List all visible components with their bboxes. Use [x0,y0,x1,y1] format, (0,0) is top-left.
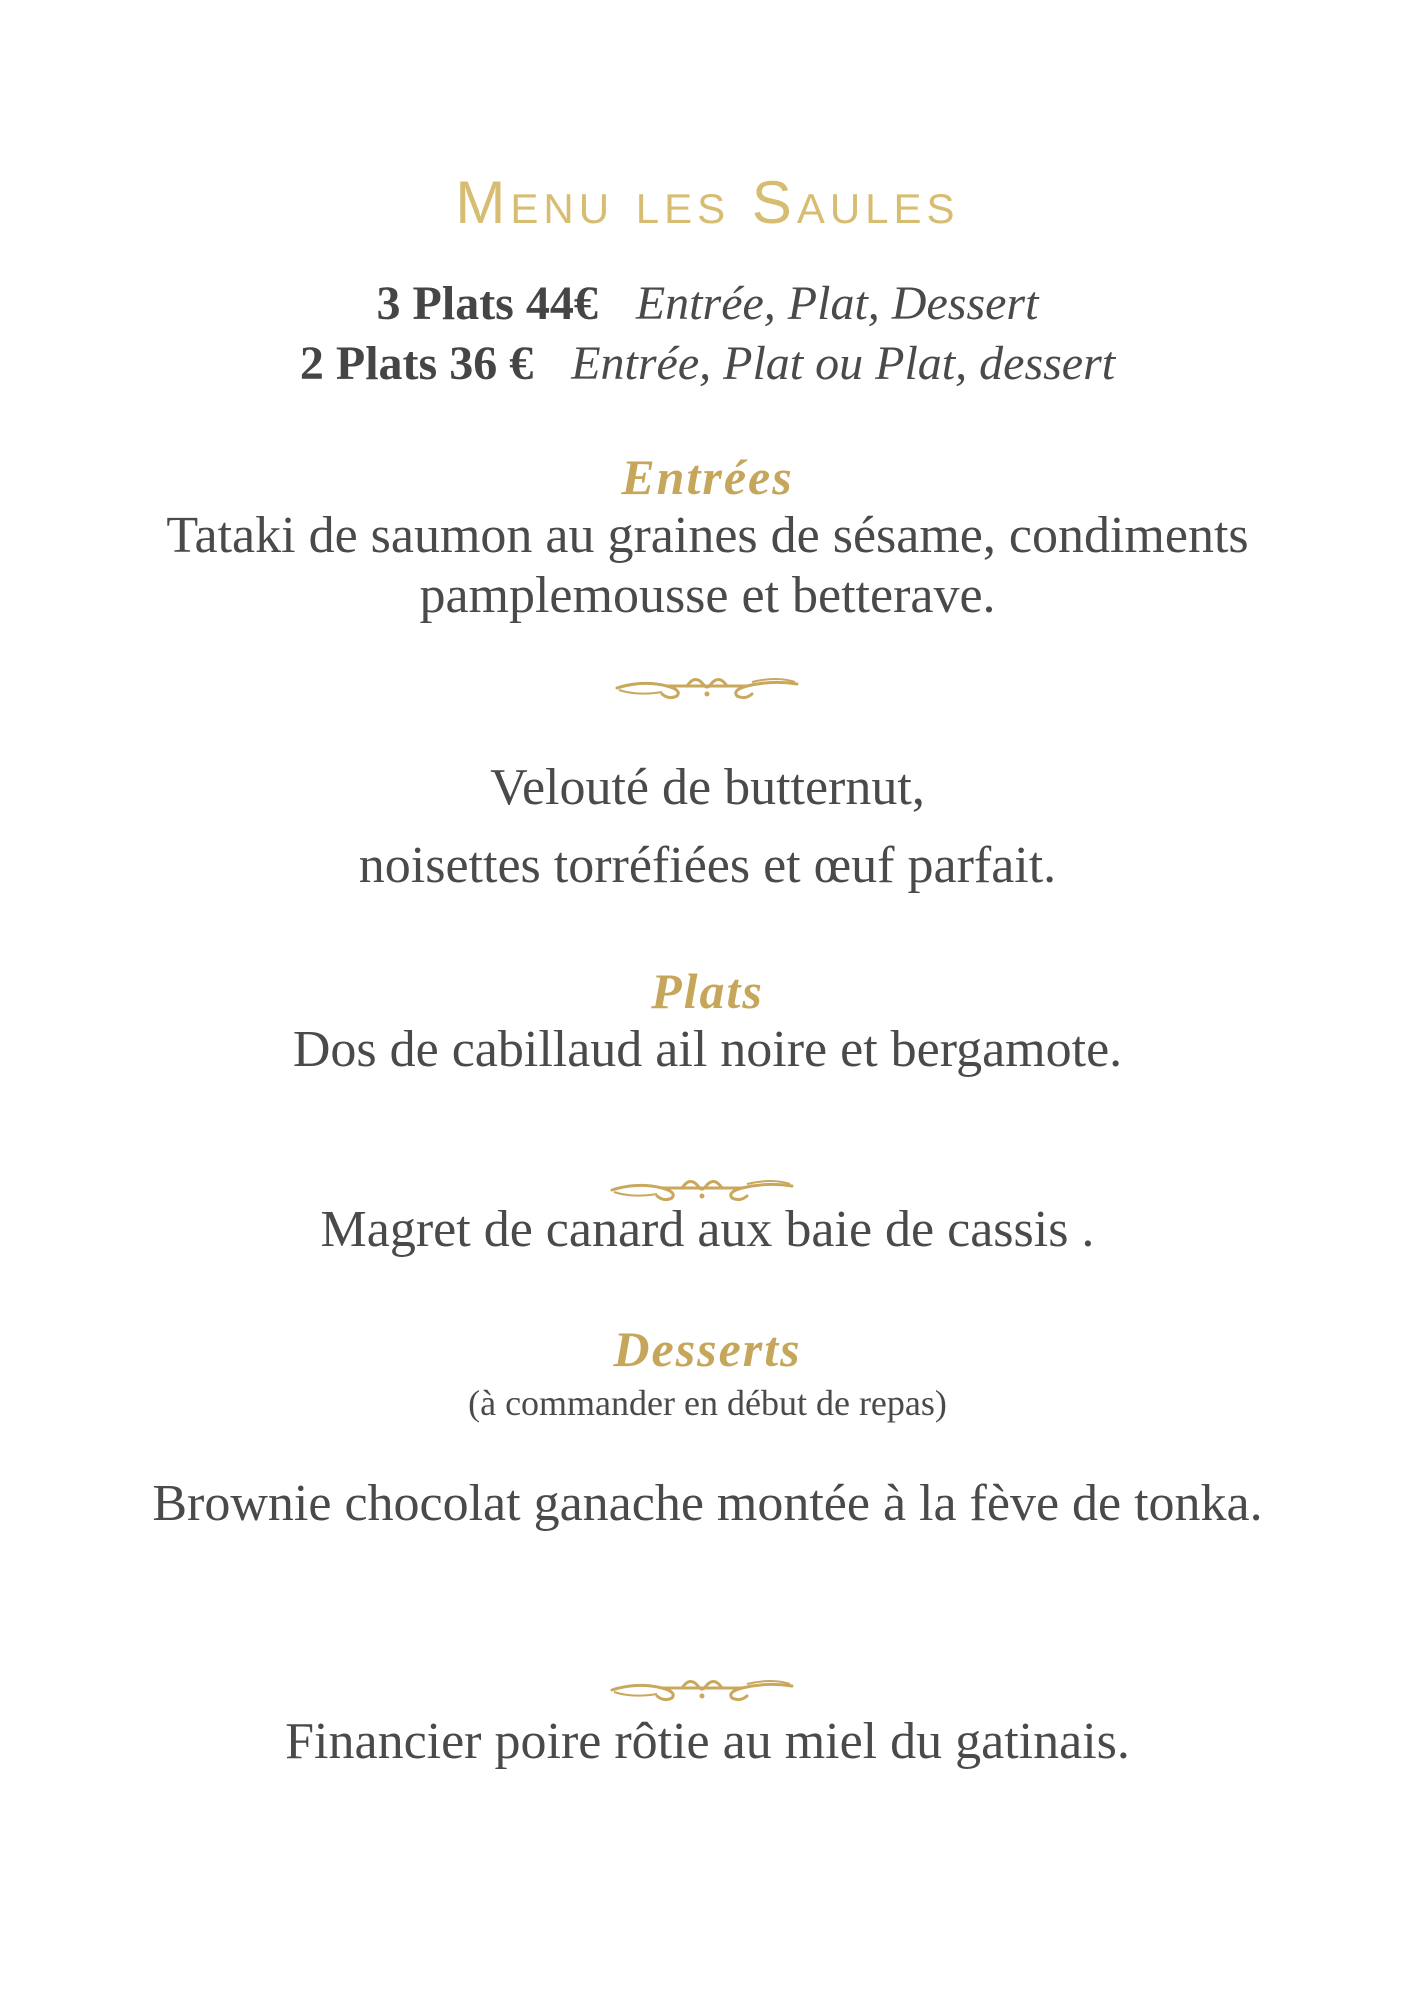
section-heading-entrees: Entrées [621,449,794,505]
desserts-note: (à commander en début de repas) [468,1383,947,1423]
flourish-divider-icon [607,666,807,706]
section-heading-desserts: Desserts [613,1321,802,1377]
price-amount: 3 Plats 44€ [376,277,598,330]
entree-1-line-2: pamplemousse et betterave. [419,567,996,624]
plat-2: Magret de canard aux baie de cassis . [320,1201,1095,1258]
price-line-2-plats [0,336,1415,391]
dessert-1: Brownie chocolat ganache montée à la fève de tonka. [152,1475,1263,1532]
dessert-2: Financier poire rôtie au miel du gatinais. [285,1713,1130,1770]
price-line-3-plats [0,276,1415,331]
flourish-divider-icon [602,1668,802,1708]
entree-2-line-1: Velouté de butternut, [490,759,925,816]
price-description: Entrée, Plat, Dessert [635,277,1039,330]
plat-1: Dos de cabillaud ail noire et bergamote. [292,1021,1123,1078]
entree-2-line-2: noisettes torréfiées et œuf parfait. [358,837,1057,894]
entree-1-line-1: Tataki de saumon au graines de sésame, condiments [166,507,1249,564]
menu-title: Menu les Saules [455,169,960,236]
section-heading-plats: Plats [651,963,764,1019]
price-amount: 2 Plats 36 € [299,337,534,390]
price-description: Entrée, Plat ou Plat, dessert [571,337,1116,390]
